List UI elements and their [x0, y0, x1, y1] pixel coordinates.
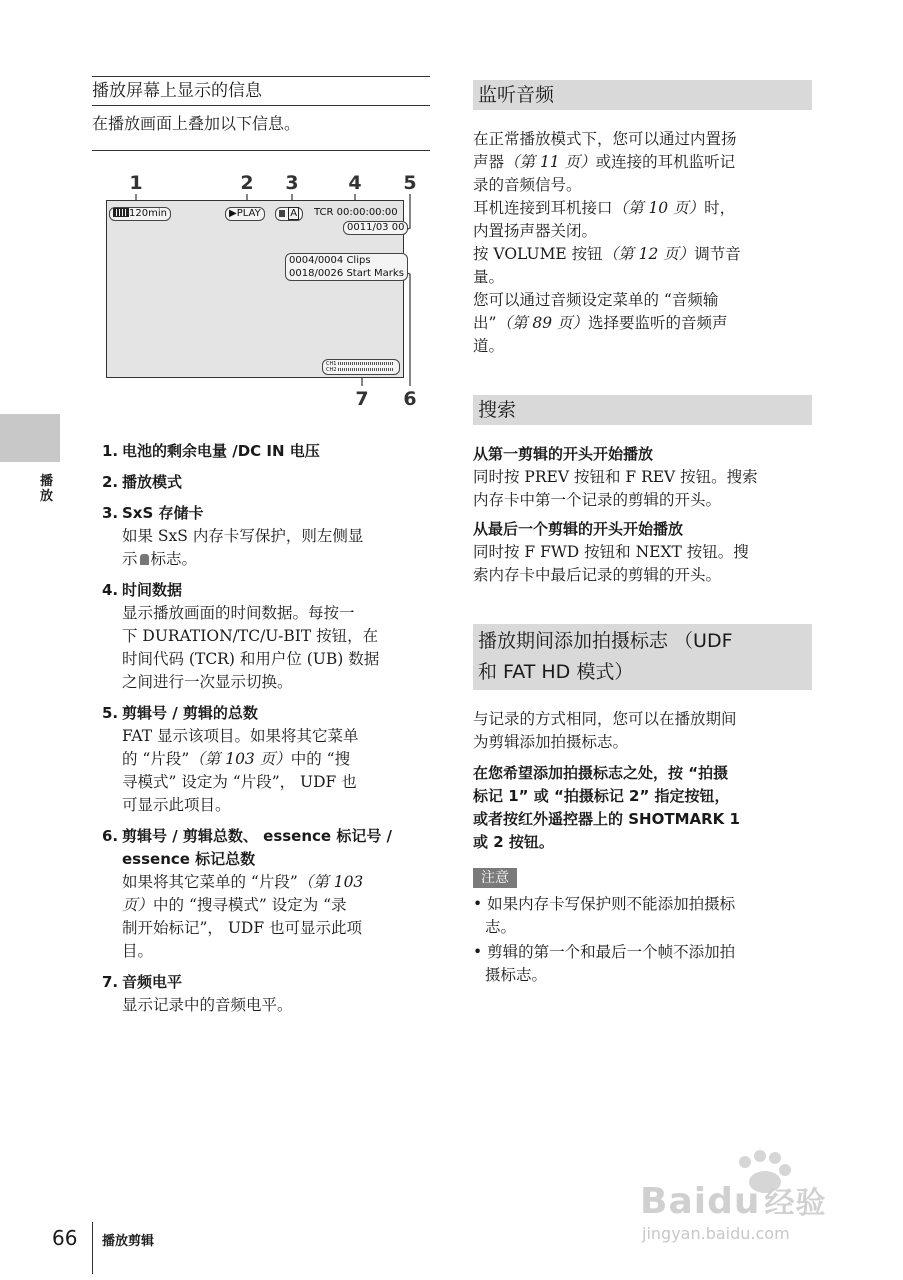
list-item: 5. 剪辑号 / 剪辑的总数 [102, 704, 258, 722]
shotmark-content: 与记录的方式相同，您可以在播放期间 为剪辑添加拍摄标志。 在您希望添加拍摄标志之处，按 “拍摄 标记 1” 或 “拍摄标记 2” 指定按钮， 或者按红外遥控器上的 SHOTMARK 1 或 2 按钮。 注意 • 如果内存卡写保护则不能添加拍摄标 志。 • 剪辑的第一个和最后一个帧不添加拍 摄标志。 [473, 708, 809, 987]
baidu-watermark: Baidu 经验 jingyan.baidu.com [640, 1150, 870, 1250]
callout-7: 7 [355, 388, 369, 410]
section-description: 在播放画面上叠加以下信息。 [92, 114, 301, 133]
list-item: 7. 音频电平 [102, 973, 183, 991]
lock-icon [140, 554, 149, 565]
note-item: • 如果内存卡写保护则不能添加拍摄标 志。 [473, 895, 736, 936]
side-tab-label: 播放 [40, 474, 54, 504]
user-bits: 0011/03 00 [343, 221, 408, 235]
footer-divider [92, 1222, 93, 1274]
monitor-paragraph: 在正常播放模式下，您可以通过内置扬 声器（第 11 页）或连接的耳机监听记 录的音频信号。 耳机连接到耳机接口（第 10 页）时， 内置扬声器关闭。 按 VOLUME 按钮（第 12 页）调节音 量。 您可以通过音频设定菜单的 “音频输 出”（第 89 页）选择要监听的音频声 道。 [473, 130, 741, 355]
info-list [102, 440, 442, 1017]
callout-3: 3 [285, 172, 299, 194]
lock-icon [279, 210, 285, 217]
section-heading-search: 搜索 [473, 395, 812, 425]
battery-icon [113, 208, 129, 217]
timecode: TCR 00:00:00:00 [314, 207, 398, 218]
divider [92, 150, 430, 151]
play-mode: ▶PLAY [225, 207, 265, 221]
playback-screen [106, 200, 404, 378]
list-item-body: 如果 SxS 内存卡写保护，则左侧显 示 标志。 [122, 527, 364, 568]
callout-5: 5 [403, 172, 417, 194]
list-item: 1. 电池的剩余电量 /DC IN 电压 [102, 442, 320, 460]
list-item-body: 显示记录中的音频电平。 [122, 996, 293, 1014]
callout-1: 1 [129, 172, 143, 194]
search-subheading: 从第一剪辑的开头开始播放 [473, 445, 654, 463]
list-item-body: 如果将其它菜单的 “片段”（第 103 页）中的 “搜寻模式” 设定为 “录 制开始标记”， UDF 也可显示此项 目。 [122, 873, 364, 960]
media-indicator: A [275, 207, 303, 221]
page-number: 66 [52, 1226, 78, 1250]
list-item: 3. SxS 存储卡 [102, 504, 204, 522]
search-content: 从第一剪辑的开头开始播放 同时按 PREV 按钮和 F REV 按钮。搜索 内存卡中第一个记录的剪辑的开头。 从最后一个剪辑的开头开始播放 同时按 F FWD 按钮和 NEXT 按钮。搜 索内存卡中最后记录的剪辑的开头。 [473, 443, 809, 587]
clip-info: 0004/0004 Clips 0018/0026 Start Marks [285, 253, 408, 281]
callout-6: 6 [403, 388, 417, 410]
note-label: 注意 [473, 868, 517, 888]
list-item: 4. 时间数据 [102, 581, 183, 599]
list-item: 2. 播放模式 [102, 473, 183, 491]
shotmark-instruction: 在您希望添加拍摄标志之处，按 “拍摄 标记 1” 或 “拍摄标记 2” 指定按钮， 或者按红外遥控器上的 SHOTMARK 1 或 2 按钮。 [473, 764, 740, 851]
list-item-body: 显示播放画面的时间数据。每按一 下 DURATION/TC/U-BIT 按钮，在 时间代码 (TCR) 和用户位 (UB) 数据 之间进行一次显示切换。 [122, 604, 380, 691]
list-item-body: FAT 显示该项目。如果将其它菜单 的 “片段”（第 103 页）中的 “搜 寻模式” 设定为 “片段”， UDF 也 可显示此项目。 [122, 727, 359, 814]
search-subheading: 从最后一个剪辑的开头开始播放 [473, 520, 684, 538]
note-item: • 剪辑的第一个和最后一个帧不添加拍 摄标志。 [473, 943, 736, 984]
side-tab [0, 414, 60, 462]
callout-2: 2 [240, 172, 254, 194]
section-heading-monitor: 监听音频 [473, 80, 812, 110]
footer-chapter: 播放剪辑 [102, 1234, 155, 1249]
list-item: 6. 剪辑号 / 剪辑总数、 essence 标记号 / [102, 827, 393, 845]
callout-4: 4 [348, 172, 362, 194]
list-item-title-cont: essence 标记总数 [122, 850, 256, 868]
section-heading-shotmark: 播放期间添加拍摄标志 （UDF 和 FAT HD 模式） [473, 624, 812, 690]
audio-level-meter: CH1 CH2 [322, 359, 400, 375]
battery-indicator: 120min [109, 207, 171, 221]
section-title: 播放屏幕上显示的信息 [92, 76, 430, 106]
